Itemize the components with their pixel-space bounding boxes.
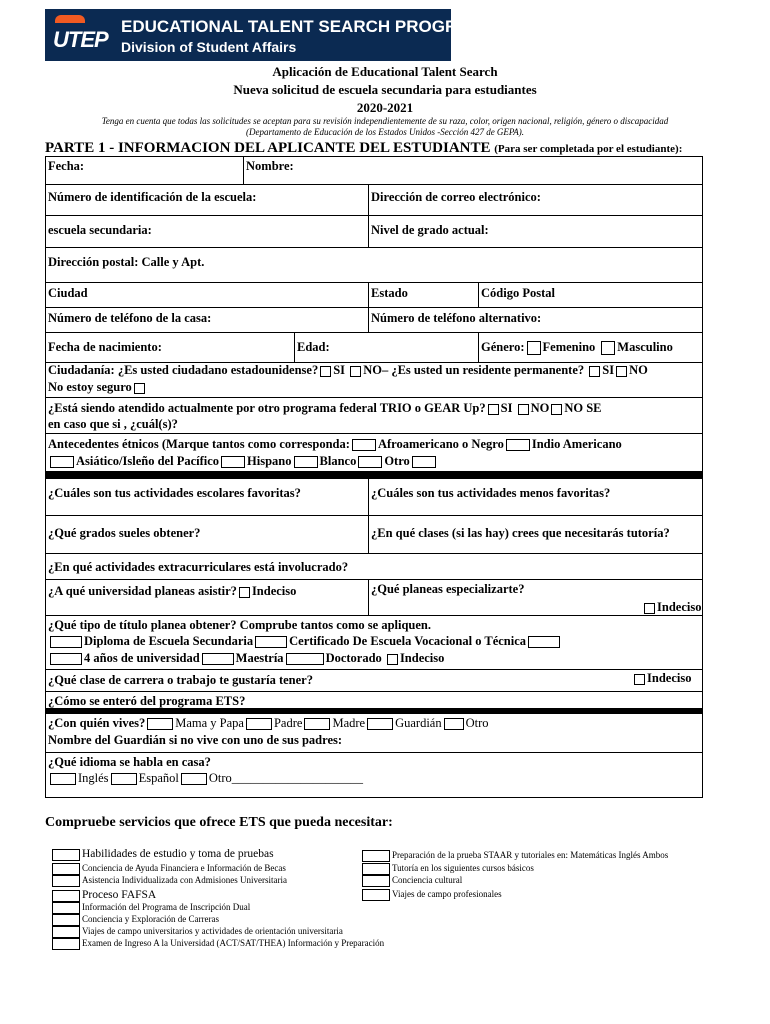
hispanic-label: Hispano: [247, 454, 292, 468]
language-label: ¿Qué idioma se habla en casa?: [48, 755, 211, 769]
service-checkbox[interactable]: [362, 863, 390, 875]
mother-checkbox[interactable]: [304, 718, 330, 730]
form-subtitle: Nueva solicitud de escuela secundaria para estudiantes: [233, 82, 537, 97]
citizen-no-label: NO– ¿Es usted un residente permanente?: [363, 363, 585, 377]
equal-opportunity-note: Tenga en cuenta que todas las solicitudes se aceptan para su revisión independientemente de su raza, color, origen nacional, religión, género o discapacidad: [101, 116, 669, 126]
service-checkbox[interactable]: [52, 938, 80, 950]
major-undecided-row: [642, 600, 701, 615]
applicant-form: [45, 156, 703, 798]
major-undecided-checkbox[interactable]: [644, 603, 655, 614]
part-note: (Para ser completada por el estudiante):: [494, 143, 683, 155]
other-language-checkbox[interactable]: [181, 773, 207, 785]
four-year-checkbox[interactable]: [50, 653, 82, 665]
service-item: [360, 850, 668, 862]
guardian-checkbox[interactable]: [367, 718, 393, 730]
service-item: [360, 863, 534, 875]
other-living-checkbox[interactable]: [444, 718, 464, 730]
mother-label: Madre: [332, 716, 366, 730]
service-label: Conciencia y Exploración de Carreras: [82, 914, 219, 925]
trio-no-label: NO: [530, 401, 550, 415]
guardian-label: Guardián: [395, 716, 442, 730]
ethnicity-row-1: [48, 437, 622, 452]
service-label: Preparación de la prueba STAAR y tutoriales en: Matemáticas Inglés Ambos: [392, 850, 669, 861]
service-item: [50, 875, 287, 887]
career-undecided-label: Indeciso: [647, 671, 692, 685]
service-checkbox[interactable]: [52, 890, 80, 902]
doctorate-checkbox[interactable]: [286, 653, 324, 665]
ethnicity-row-2: [48, 454, 438, 469]
vocational-label: Certificado De Escuela Vocacional o Técnica: [289, 634, 527, 648]
alt-phone-label: Número de teléfono alternativo:: [371, 311, 542, 325]
grade-level-label: Nivel de grado actual:: [371, 223, 489, 237]
trio-yes-checkbox[interactable]: [488, 404, 499, 415]
service-checkbox[interactable]: [52, 849, 80, 861]
program-banner: [45, 9, 484, 61]
hs-diploma-label: Diploma de Escuela Secundaria: [84, 634, 254, 648]
service-label: Asistencia Individualizada con Admisiones Universitaria: [82, 875, 287, 886]
gepa-note: (Departamento de Educación de los Estados Unidos -Sección 427 de GEPA).: [245, 127, 525, 137]
parents-checkbox[interactable]: [147, 718, 173, 730]
english-label: Inglés: [78, 771, 109, 785]
university-undecided-checkbox[interactable]: [239, 587, 250, 598]
service-checkbox[interactable]: [362, 875, 390, 887]
male-label: Masculino: [617, 340, 673, 354]
resident-no-label: NO: [629, 363, 648, 377]
city-label: Ciudad: [48, 286, 88, 300]
name-label: Nombre:: [246, 159, 294, 173]
masters-checkbox[interactable]: [202, 653, 234, 665]
live-with-label: ¿Con quién vives?: [48, 716, 146, 730]
not-sure-row: [48, 380, 147, 395]
asian-label: Asiático/Isleño del Pacífico: [76, 454, 220, 468]
language-row: [48, 771, 363, 786]
asian-checkbox[interactable]: [50, 456, 74, 468]
ethnicity-label: Antecedentes étnicos (Marque tantos como corresponda:: [48, 437, 350, 451]
father-checkbox[interactable]: [246, 718, 272, 730]
form-title: Aplicación de Educational Talent Search: [272, 64, 498, 79]
high-school-label: escuela secundaria:: [48, 223, 152, 237]
trio-yes-label: SI: [500, 401, 513, 415]
banner-subtitle: Division of Student Affairs: [121, 39, 297, 55]
parents-label: Mama y Papa: [175, 716, 244, 730]
service-label: Conciencia cultural: [392, 875, 463, 886]
career-undecided-row: [632, 671, 691, 686]
four-year-label: 4 años de universidad: [84, 651, 200, 665]
university-row: [48, 584, 296, 599]
service-item: [360, 889, 502, 901]
flame-icon: [55, 15, 85, 23]
university-undecided-label: Indeciso: [251, 584, 297, 598]
gender-row: [481, 340, 673, 355]
age-label: Edad:: [297, 340, 330, 354]
tutoring-label: ¿En qué clases (si las hay) crees que necesitarás tutoría?: [371, 526, 670, 540]
vocational-box[interactable]: [528, 636, 560, 648]
services-title: Compruebe servicios que ofrece ETS que pueda necesitar:: [45, 815, 393, 830]
service-checkbox[interactable]: [52, 926, 80, 938]
least-favorite-label: ¿Cuáles son tus actividades menos favoritas?: [371, 486, 611, 500]
service-item: [50, 889, 156, 902]
doctorate-label: Doctorado: [325, 651, 382, 665]
service-item: [50, 926, 343, 938]
trio-label: ¿Está siendo atendido actualmente por otro programa federal TRIO o GEAR Up?: [48, 401, 486, 415]
state-label: Estado: [371, 286, 408, 300]
service-item: [50, 848, 274, 861]
white-checkbox[interactable]: [294, 456, 318, 468]
female-label: Femenino: [542, 340, 596, 354]
native-american-checkbox[interactable]: [506, 439, 530, 451]
major-undecided-label: Indeciso: [657, 600, 702, 614]
guardian-name-label: Nombre del Guardián si no vive con uno de sus padres:: [48, 733, 343, 747]
service-label: Conciencia de Ayuda Financiera e Información de Becas: [82, 863, 286, 874]
university-label: ¿A qué universidad planeas asistir?: [48, 584, 237, 598]
email-label: Dirección de correo electrónico:: [371, 190, 541, 204]
masters-label: Maestría: [235, 651, 284, 665]
address-label: Dirección postal: Calle y Apt.: [48, 255, 205, 269]
trio-no-checkbox[interactable]: [518, 404, 529, 415]
gender-label: Género:: [481, 340, 525, 354]
not-sure-label: No estoy seguro: [48, 380, 132, 394]
grades-label: ¿Qué grados sueles obtener?: [48, 526, 201, 540]
male-checkbox[interactable]: [601, 341, 615, 355]
afro-label: Afroamericano o Negro: [377, 437, 504, 451]
service-item: [360, 875, 462, 887]
degree-row-1: [48, 634, 562, 649]
utep-logo: UTEP: [53, 27, 108, 52]
spanish-label: Español: [138, 771, 179, 785]
other-ethnicity-checkbox[interactable]: [358, 456, 382, 468]
service-label: Habilidades de estudio y toma de pruebas: [82, 848, 274, 860]
service-item: [50, 863, 286, 875]
native-american-label: Indio Americano: [531, 437, 622, 451]
degree-undecided-label: Indeciso: [399, 651, 445, 665]
part-title: [45, 140, 682, 157]
service-label: Viajes de campo universitarios y actividades de orientación universitaria: [82, 926, 343, 937]
citizen-no-checkbox[interactable]: [350, 366, 361, 377]
trio-which-label: en caso que si , ¿cuál(s)?: [48, 417, 178, 431]
part-title-text: PARTE 1 - INFORMACION DEL APLICANTE DEL ESTUDIANTE: [45, 140, 491, 156]
school-id-label: Número de identificación de la escuela:: [48, 190, 257, 204]
service-checkbox[interactable]: [362, 889, 390, 901]
service-checkbox[interactable]: [362, 850, 390, 862]
extracurricular-label: ¿En qué actividades extracurriculares está involucrado?: [48, 560, 349, 574]
citizenship-row: [48, 363, 648, 378]
afro-checkbox[interactable]: [352, 439, 376, 451]
live-with-row: [48, 716, 489, 731]
service-checkbox[interactable]: [52, 914, 80, 926]
other-ethnicity-label: Otro: [384, 454, 410, 468]
service-label: Tutoría en los siguientes cursos básicos: [392, 863, 534, 874]
not-sure-checkbox[interactable]: [134, 383, 145, 394]
home-phone-label: Número de teléfono de la casa:: [48, 311, 212, 325]
trio-dontknow-checkbox[interactable]: [551, 404, 562, 415]
service-checkbox[interactable]: [52, 902, 80, 914]
service-item: [50, 914, 219, 926]
citizenship-label: Ciudadanía: ¿Es usted ciudadano estadounidense?: [48, 363, 319, 377]
other-language-label: Otro_____________________: [208, 771, 364, 785]
degree-row-2: [48, 651, 444, 666]
citizen-yes-checkbox[interactable]: [320, 366, 331, 377]
degree-undecided-checkbox[interactable]: [387, 654, 398, 665]
service-label: Información del Programa de Inscripción Dual: [82, 902, 251, 913]
major-label: ¿Qué planeas especializarte?: [371, 582, 525, 596]
hs-diploma-checkbox[interactable]: [50, 636, 82, 648]
white-label: Blanco: [319, 454, 357, 468]
female-checkbox[interactable]: [527, 341, 541, 355]
hispanic-checkbox[interactable]: [221, 456, 245, 468]
resident-yes-label: SI: [602, 363, 615, 377]
dob-label: Fecha de nacimiento:: [48, 340, 162, 354]
career-label: ¿Qué clase de carrera o trabajo te gustaría tener?: [48, 673, 313, 687]
trio-row: [48, 401, 602, 416]
service-checkbox[interactable]: [52, 863, 80, 875]
service-item: [50, 902, 250, 914]
service-checkbox[interactable]: [52, 875, 80, 887]
trio-dontknow-label: NO SE: [564, 401, 602, 415]
form-year: 2020-2021: [356, 100, 414, 115]
service-label: Viajes de campo profesionales: [392, 889, 502, 900]
resident-yes-checkbox[interactable]: [589, 366, 600, 377]
english-checkbox[interactable]: [50, 773, 76, 785]
service-label: Examen de Ingreso A la Universidad (ACT/SAT/THEA) Información y Preparación: [82, 938, 385, 949]
father-label: Padre: [273, 716, 303, 730]
service-item: [50, 938, 384, 950]
resident-no-checkbox[interactable]: [616, 366, 627, 377]
service-label: Proceso FAFSA: [82, 889, 157, 901]
other-ethnicity-box[interactable]: [412, 456, 436, 468]
spanish-checkbox[interactable]: [111, 773, 137, 785]
other-living-label: Otro: [465, 716, 489, 730]
date-label: Fecha:: [48, 159, 85, 173]
banner-title: EDUCATIONAL TALENT SEARCH PROGRAM: [121, 17, 484, 36]
favorite-activities-label: ¿Cuáles son tus actividades escolares favoritas?: [48, 486, 301, 500]
degree-label: ¿Qué tipo de título planea obtener? Comprube tantos como se apliquen.: [48, 618, 432, 632]
citizen-yes-label: SI: [333, 363, 346, 377]
career-undecided-checkbox[interactable]: [634, 674, 645, 685]
heard-about-label: ¿Cómo se enteró del programa ETS?: [48, 694, 246, 708]
vocational-checkbox[interactable]: [255, 636, 287, 648]
zip-label: Código Postal: [481, 286, 555, 300]
